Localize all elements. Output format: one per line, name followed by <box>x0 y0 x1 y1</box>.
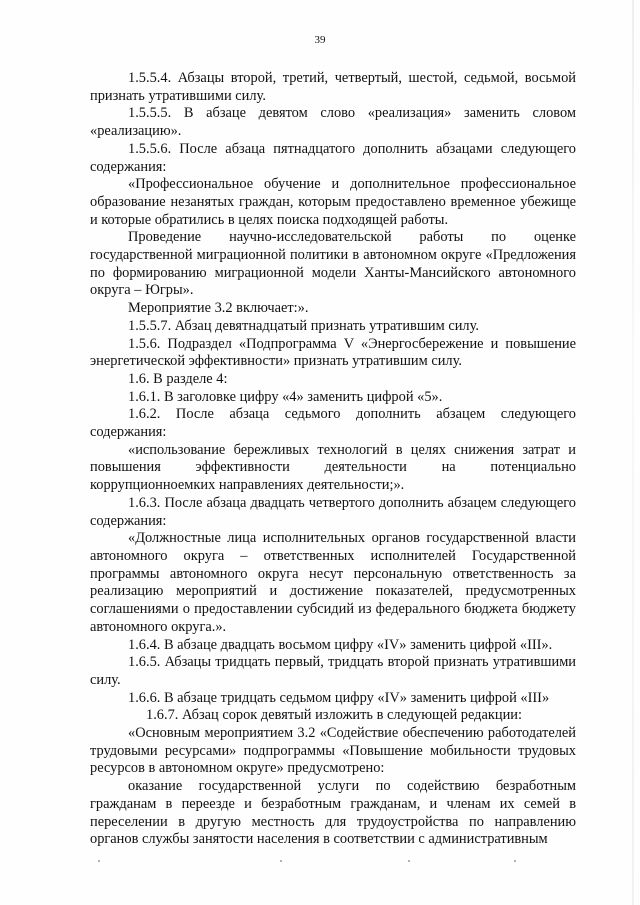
paragraph-1-6-7: 1.6.7. Абзац сорок девятый изложить в следующей редакции: <box>146 707 522 724</box>
paragraph-1-5-5-5: 1.5.5.5. В абзаце девятом слово «реализация» заменить словом «реализацию». <box>90 105 576 140</box>
paragraph-quote-lean-tech: «использование бережливых технологий в целях снижения затрат и повышения эффективности деятельности на потенциально коррупционноемких направлениях деятельности;». <box>90 441 576 494</box>
scan-edge-mark <box>632 0 634 905</box>
paragraph-1-6-6: 1.6.6. В абзаце тридцать седьмом цифру «IV» заменить цифрой «III» <box>128 689 550 706</box>
page-number: 39 <box>314 34 326 46</box>
paragraph-1-6-4: 1.6.4. В абзаце двадцать восьмом цифру «IV» заменить цифрой «III». <box>128 636 553 653</box>
paragraph-research: Проведение научно-исследовательской работы по оценке государственной миграционной политики в автономном округе «Предложения по формированию миграционной модели Ханты-Мансийского автономного округа – Югры». <box>90 229 576 299</box>
paragraph-1-5-6: 1.5.6. Подраздел «Подпрограмма V «Энергосбережение и повышение энергетической эффективности» признать утратившим силу. <box>90 335 576 370</box>
paragraph-1-6-1: 1.6.1. В заголовке цифру «4» заменить цифрой «5». <box>128 388 443 405</box>
paragraph-1-5-5-6: 1.5.5.6. После абзаца пятнадцатого дополнить абзацами следующего содержания: <box>90 140 576 175</box>
paragraph-1-6-5: 1.6.5. Абзацы тридцать первый, тридцать второй признать утратившими силу. <box>90 654 576 688</box>
paragraph-quote-training: «Профессиональное обучение и дополнительное профессиональное образование незанятых граждан, которым предоставлено временное убежище и которые обратились в целях поиска подходящей работы. <box>90 176 576 228</box>
paragraph-quote-officials: «Должностные лица исполнительных органов государственной власти автономного округа – ответственных исполнителей Государственной программы автономного округа несут персональную ответственность за реализацию мероприятий и достижение показателей, предусмотренных соглашениями о предоставлении субсидий из федерального бюджета бюджету автономного округа.». <box>90 530 576 635</box>
paragraph-measure-3-2: Мероприятие 3.2 включает:». <box>128 300 309 317</box>
paragraph-1-6: 1.6. В разделе 4: <box>128 370 228 387</box>
scan-artifact-dots <box>90 860 576 862</box>
paragraph-1-5-5-7: 1.5.5.7. Абзац девятнадцатый признать утратившим силу. <box>128 317 479 334</box>
paragraph-1-6-3: 1.6.3. После абзаца двадцать четвертого дополнить абзацем следующего содержания: <box>90 494 576 529</box>
document-body <box>90 70 576 849</box>
paragraph-public-service: оказание государственной услуги по содействию безработным гражданам в переезде и безработным гражданам, и членам их семей в переселении в другую местность для трудоустройства по направлению органов службы занятости населения в соответствии с административным <box>90 778 576 848</box>
paragraph-1-5-5-4: 1.5.5.4. Абзацы второй, третий, четвертый, шестой, седьмой, восьмой признать утратившими силу. <box>90 70 576 104</box>
paragraph-quote-main-measure: «Основным мероприятием 3.2 «Содействие обеспечению работодателей трудовыми ресурсами» подпрограммы «Повышение мобильности трудовых ресурсов в автономном округе» предусмотрено: <box>90 725 576 777</box>
paragraph-1-6-2: 1.6.2. После абзаца седьмого дополнить абзацем следующего содержания: <box>90 406 576 441</box>
